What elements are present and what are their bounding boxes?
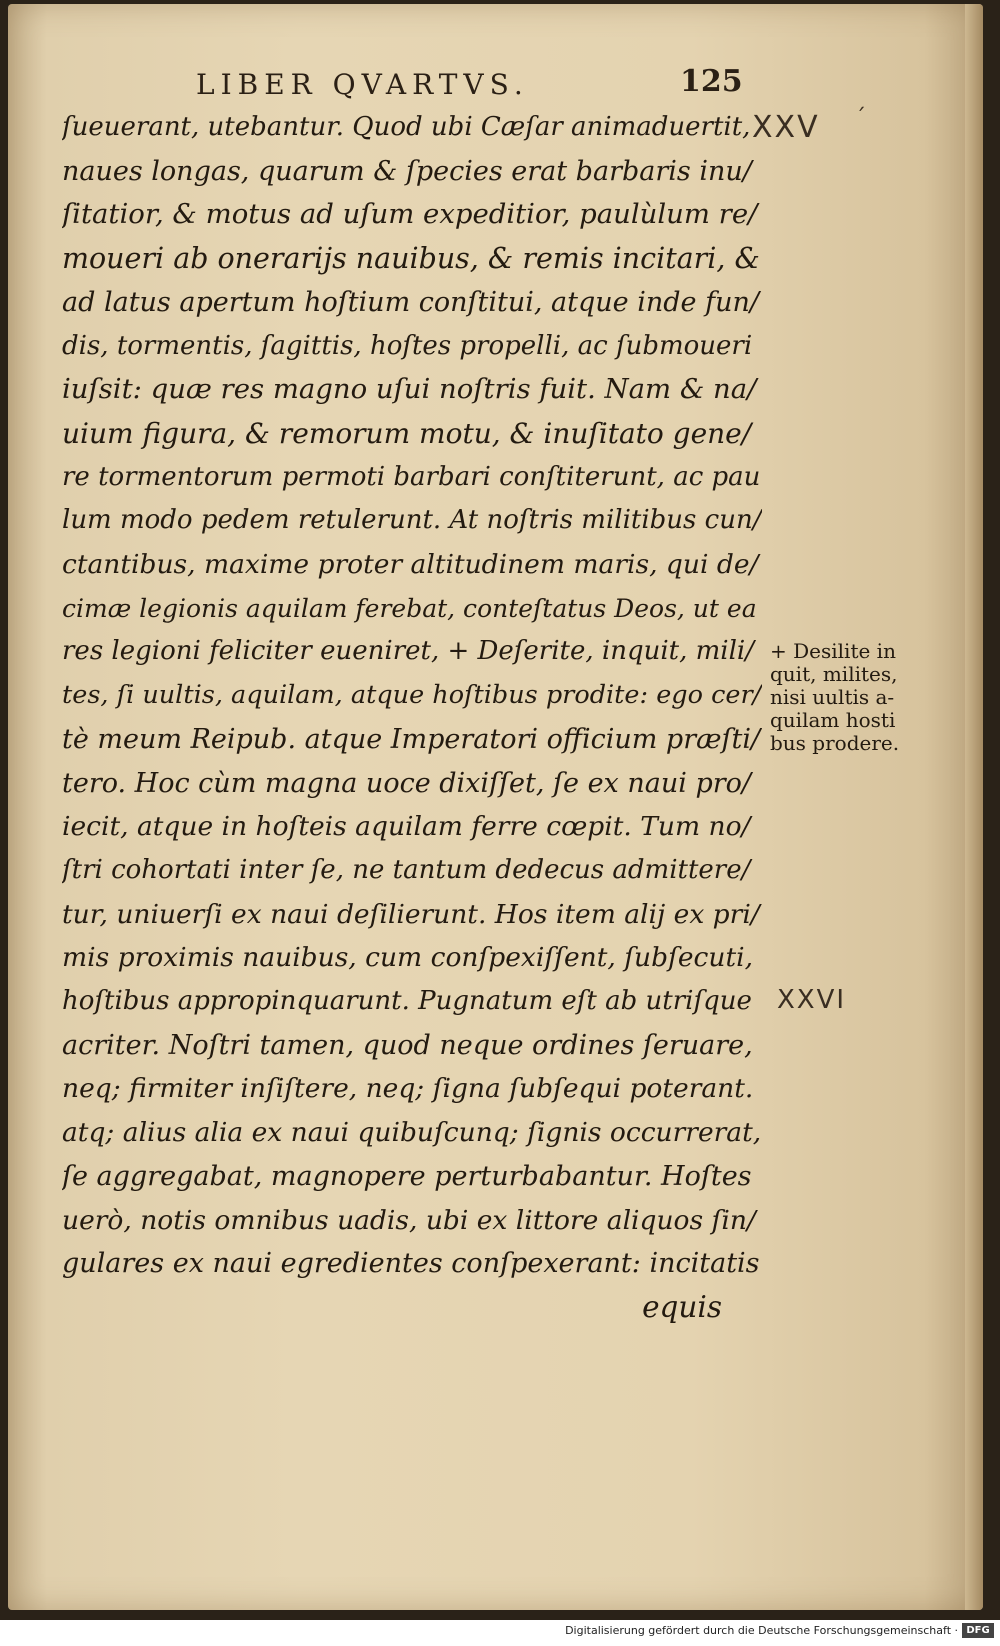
text-line: ad latus apertum hoſtium conſtitui, atque inde fun/ [62, 286, 759, 318]
text-line: uerò, notis omnibus uadis, ubi ex littore aliquos ſin/ [62, 1204, 756, 1236]
page-edge [965, 4, 983, 1610]
page-number: 125 [680, 64, 743, 99]
text-line: hoſtibus appropinquarunt. Pugnatum eſt ab utriſque [62, 986, 752, 1017]
main-text-block [62, 106, 762, 1330]
margin-tick-mark: ´ [855, 106, 866, 131]
text-line: iuſsit: quæ res magno uſui noſtris fuit. Nam & na/ [62, 373, 757, 406]
text-line: ſitatior, & motus ad uſum expeditior, paulùlum re/ [62, 198, 758, 231]
text-line: ſueuerant, utebantur. Quod ubi Cæſar animaduertit, [62, 112, 751, 142]
dfg-logo: DFG [962, 1623, 994, 1638]
text-line: gulares ex naui egredientes conſpexerant: incitatis [62, 1248, 760, 1280]
chapter-number-25: XXV [752, 110, 820, 145]
text-line: re tormentorum permoti barbari conſtiterunt, ac pau [62, 461, 761, 492]
text-line: uium figura, & remorum motu, & inuſitato gene/ [62, 416, 752, 450]
text-line: tur, uniuerſi ex naui deſilierunt. Hos item alij ex pri/ [62, 898, 760, 930]
margin-note-line: nisi uultis a- [770, 685, 895, 709]
text-line: lum modo pedem retulerunt. At noſtris militibus cun/ [62, 505, 762, 536]
text-line: acriter. Noſtri tamen, quod neque ordines ſeruare, [62, 1029, 753, 1061]
text-line: mis proximis nauibus, cum conſpexiſſent, ſubſecuti, [62, 942, 753, 974]
text-line: iecit, atque in hoſteis aquilam ferre cœpit. Tum no/ [62, 811, 751, 843]
text-line: naues longas, quarum & ſpecies erat barbaris inu/ [62, 155, 752, 187]
text-line: res legioni feliciter eueniret, + Deſerite, inquit, mili/ [62, 636, 754, 667]
text-line: equis [642, 1289, 722, 1324]
text-line: cimæ legionis aquilam ferebat, conteſtatus Deos, ut ea [62, 593, 757, 623]
text-line: ſe aggregabat, magnopere perturbabantur. Hoſtes [62, 1160, 752, 1192]
funding-credit: Digitalisierung gefördert durch die Deutsche Forschungsgemeinschaft · [565, 1624, 958, 1637]
text-line: ctantibus, maxime proter altitudinem maris, qui de/ [62, 549, 759, 581]
text-line: tes, ſi uultis, aquilam, atque hoſtibus prodite: ego cer/ [62, 680, 762, 711]
running-head: LIBER QVARTVS. [196, 68, 529, 101]
text-line: tero. Hoc cùm magna uoce dixiſſet, ſe ex naui pro/ [62, 767, 752, 799]
text-line: moueri ab onerarijs nauibus, & remis incitari, & [62, 242, 760, 276]
text-line: dis, tormentis, ſagittis, hoſtes propelli, ac ſubmoueri [62, 330, 753, 361]
text-line: ſtri cohortati inter ſe, ne tantum dedecus admittere/ [62, 854, 751, 885]
margin-note-line: quit, milites, [770, 662, 898, 686]
margin-note-line: + Desilite in [770, 639, 896, 663]
text-line: tè meum Reipub. atque Imperatori officium præſti/ [62, 723, 761, 755]
footer-bar [0, 1620, 1000, 1646]
margin-note-line: quilam hosti [770, 708, 896, 732]
margin-note-line: bus prodere. [770, 731, 900, 755]
margin-note [770, 640, 940, 755]
text-line: atq; alius alia ex naui quibuſcunq; ſignis occurrerat, [62, 1117, 762, 1149]
chapter-number-26: XXVI [777, 985, 847, 1015]
text-line: neq; firmiter inſiſtere, neq; ſigna ſubſequi poterant. [62, 1073, 754, 1105]
